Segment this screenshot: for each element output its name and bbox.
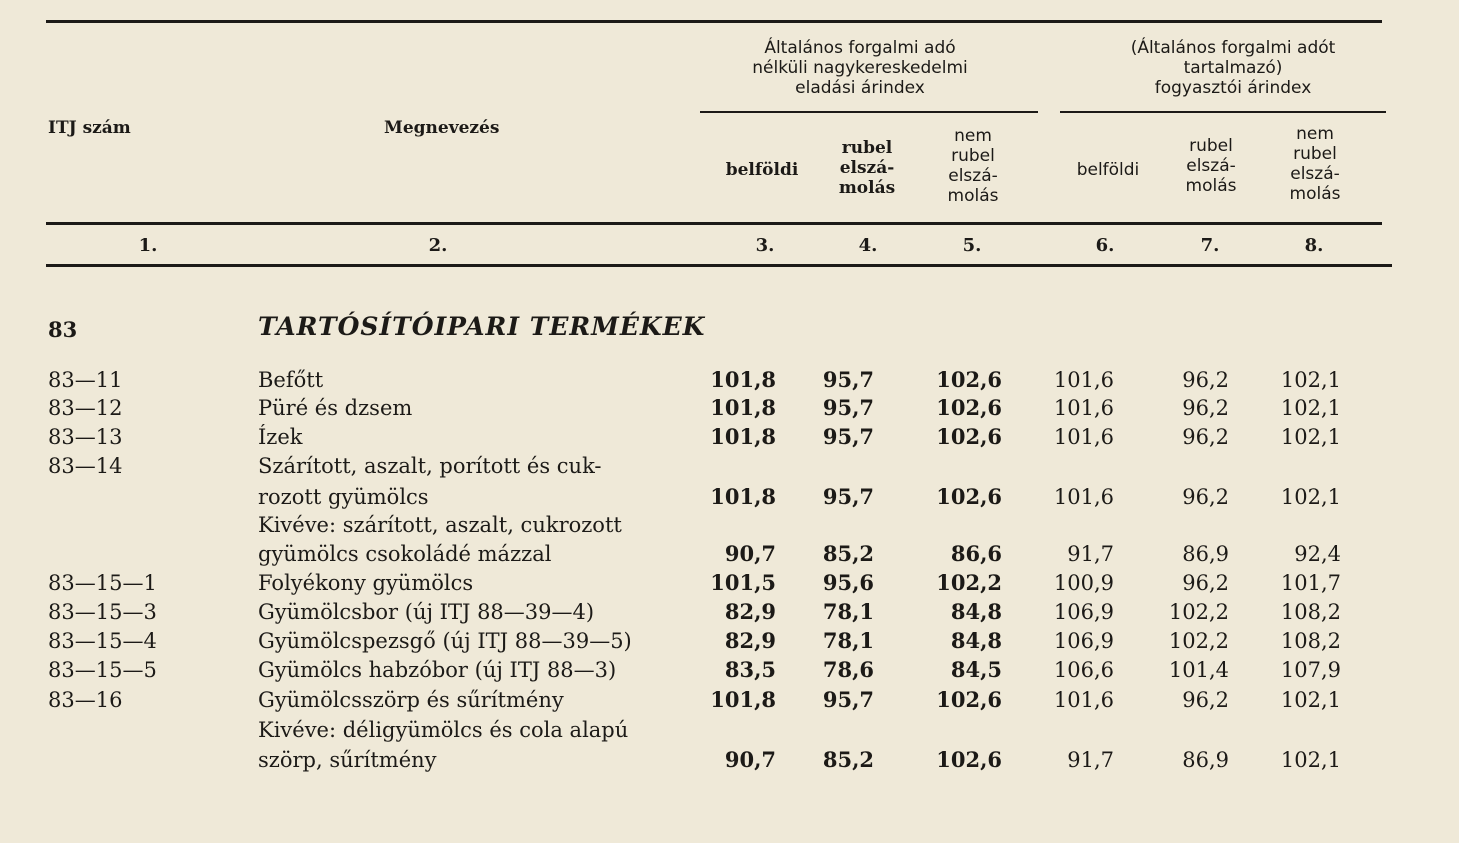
index-value-col-5: 102,6 <box>936 395 1002 420</box>
index-value-col-4: 95,6 <box>822 570 874 595</box>
product-name: Gyümölcsszörp és sűrítmény <box>258 688 564 712</box>
index-value-col-8: 102,1 <box>1280 425 1341 449</box>
index-value-col-8: 108,2 <box>1280 629 1341 653</box>
table-row <box>0 569 1459 597</box>
index-value-col-3: 101,5 <box>710 570 776 595</box>
subheader-belfoldi-2: belföldi <box>1076 160 1140 180</box>
col-number-6: 6. <box>1095 235 1115 256</box>
index-value-col-6: 106,9 <box>1053 629 1114 653</box>
index-value-col-4: 95,7 <box>822 395 874 420</box>
group1-line: nélküli nagykereskedelmi <box>752 58 968 78</box>
itj-code: 83—15—3 <box>48 600 157 624</box>
col-number-5: 5. <box>962 235 982 256</box>
index-value-col-7: 102,2 <box>1168 600 1229 624</box>
itj-code: 83—15—1 <box>48 571 157 595</box>
section-code: 83 <box>48 317 78 342</box>
index-value-col-7: 96,2 <box>1182 571 1229 595</box>
product-name: Folyékony gyümölcs <box>258 571 474 595</box>
product-name: szörp, sűrítmény <box>258 748 437 772</box>
index-value-col-4: 78,6 <box>822 657 874 682</box>
index-value-col-3: 101,8 <box>710 367 776 392</box>
table-row <box>0 366 1459 394</box>
subheader-belfoldi-1: belföldi <box>725 160 799 180</box>
table-row <box>0 656 1459 684</box>
index-value-col-6: 91,7 <box>1067 542 1114 566</box>
index-value-col-5: 102,6 <box>936 367 1002 392</box>
itj-code: 83—15—5 <box>48 658 157 682</box>
index-value-col-6: 101,6 <box>1053 485 1114 509</box>
index-value-col-4: 95,7 <box>822 687 874 712</box>
group2-line: tartalmazó) <box>1183 58 1283 78</box>
index-value-col-7: 96,2 <box>1182 688 1229 712</box>
table-row <box>0 511 1459 539</box>
index-value-col-6: 101,6 <box>1053 396 1114 420</box>
table-row <box>0 423 1459 451</box>
table-row <box>0 598 1459 626</box>
index-value-col-7: 86,9 <box>1182 748 1229 772</box>
index-value-col-3: 82,9 <box>724 628 776 653</box>
product-name: Gyümölcspezsgő (új ITJ 88—39—5) <box>258 629 632 653</box>
header-bottom-rule <box>46 222 1382 225</box>
product-name: Ízek <box>258 425 303 449</box>
index-value-col-5: 102,2 <box>936 570 1002 595</box>
index-value-col-4: 78,1 <box>822 599 874 624</box>
index-value-col-4: 85,2 <box>822 541 874 566</box>
subheader-line: elszá- <box>1186 156 1236 176</box>
group1-header <box>690 38 1030 98</box>
index-value-col-5: 102,6 <box>936 687 1002 712</box>
table-row <box>0 483 1459 511</box>
product-name: Befőtt <box>258 368 324 392</box>
index-value-col-5: 84,8 <box>950 599 1002 624</box>
index-value-col-8: 107,9 <box>1280 658 1341 682</box>
index-value-col-4: 85,2 <box>822 747 874 772</box>
index-value-col-5: 84,5 <box>950 657 1002 682</box>
index-value-col-8: 102,1 <box>1280 688 1341 712</box>
index-value-col-8: 102,1 <box>1280 748 1341 772</box>
index-value-col-5: 86,6 <box>950 541 1002 566</box>
index-value-col-3: 90,7 <box>724 747 776 772</box>
index-value-col-4: 95,7 <box>822 424 874 449</box>
index-value-col-3: 101,8 <box>710 687 776 712</box>
table-row <box>0 540 1459 568</box>
product-name: Kivéve: déligyümölcs és cola alapú <box>258 718 629 742</box>
index-value-col-3: 101,8 <box>710 484 776 509</box>
index-value-col-7: 102,2 <box>1168 629 1229 653</box>
subheader-line: elszá- <box>839 158 895 178</box>
index-value-col-3: 90,7 <box>724 541 776 566</box>
index-value-col-6: 101,6 <box>1053 425 1114 449</box>
index-value-col-8: 101,7 <box>1280 571 1341 595</box>
index-value-col-6: 100,9 <box>1053 571 1114 595</box>
subheader-line: rubel <box>1293 144 1337 164</box>
product-name: Püré és dzsem <box>258 396 413 420</box>
subheader-line: rubel <box>1189 136 1233 156</box>
section-title: TARTÓSÍTÓIPARI TERMÉKEK <box>258 312 706 341</box>
subheader-line: rubel <box>841 138 893 158</box>
index-value-col-7: 96,2 <box>1182 396 1229 420</box>
subheader-line: elszá- <box>1290 164 1340 184</box>
index-value-col-7: 96,2 <box>1182 485 1229 509</box>
group2-underline <box>1060 111 1386 113</box>
group1-line: Általános forgalmi adó <box>764 38 956 58</box>
col-number-7: 7. <box>1200 235 1220 256</box>
col2-header: Megnevezés <box>384 118 500 138</box>
index-value-col-5: 102,6 <box>936 484 1002 509</box>
product-name: Szárított, aszalt, porított és cuk- <box>258 454 602 478</box>
index-value-col-3: 83,5 <box>724 657 776 682</box>
subheader-rubel-1 <box>822 138 912 198</box>
index-value-col-7: 96,2 <box>1182 368 1229 392</box>
subheader-line: molás <box>1185 176 1237 196</box>
index-value-col-7: 96,2 <box>1182 425 1229 449</box>
col-number-1: 1. <box>138 235 158 256</box>
top-rule <box>46 20 1382 23</box>
product-name: Gyümölcs habzóbor (új ITJ 88—3) <box>258 658 617 682</box>
col-number-3: 3. <box>755 235 775 256</box>
subheader-line: molás <box>947 186 999 206</box>
itj-code: 83—15—4 <box>48 629 157 653</box>
index-value-col-8: 108,2 <box>1280 600 1341 624</box>
index-value-col-4: 78,1 <box>822 628 874 653</box>
subheader-rubel-2 <box>1166 136 1256 196</box>
itj-code: 83—16 <box>48 688 123 712</box>
table-row <box>0 686 1459 714</box>
index-value-col-7: 101,4 <box>1168 658 1229 682</box>
index-value-col-6: 101,6 <box>1053 368 1114 392</box>
product-name: gyümölcs csokoládé mázzal <box>258 542 552 566</box>
subheader-line: elszá- <box>948 166 998 186</box>
index-value-col-4: 95,7 <box>822 367 874 392</box>
subheader-line: molás <box>1289 184 1341 204</box>
group1-underline <box>700 111 1038 113</box>
itj-code: 83—11 <box>48 368 123 392</box>
table-row <box>0 452 1459 480</box>
index-value-col-6: 101,6 <box>1053 688 1114 712</box>
index-value-col-7: 86,9 <box>1182 542 1229 566</box>
index-value-col-3: 101,8 <box>710 424 776 449</box>
index-value-col-8: 102,1 <box>1280 485 1341 509</box>
group1-line: eladási árindex <box>795 78 925 98</box>
index-value-col-6: 106,9 <box>1053 600 1114 624</box>
numbering-bottom-rule <box>46 264 1392 267</box>
itj-code: 83—14 <box>48 454 123 478</box>
index-value-col-3: 101,8 <box>710 395 776 420</box>
table-row <box>0 627 1459 655</box>
col-number-8: 8. <box>1304 235 1324 256</box>
index-value-col-8: 92,4 <box>1294 542 1341 566</box>
subheader-line: rubel <box>951 146 995 166</box>
index-value-col-6: 106,6 <box>1053 658 1114 682</box>
product-name: Gyümölcsbor (új ITJ 88—39—4) <box>258 600 595 624</box>
subheader-line: molás <box>838 178 896 198</box>
table-row <box>0 716 1459 744</box>
subheader-nem-rubel-1 <box>928 126 1018 206</box>
table-row <box>0 746 1459 774</box>
col-number-4: 4. <box>858 235 878 256</box>
subheader-nem-rubel-2 <box>1270 124 1360 204</box>
index-value-col-8: 102,1 <box>1280 396 1341 420</box>
col1-header: ITJ szám <box>48 118 131 138</box>
subheader-line: nem <box>954 126 992 146</box>
subheader-line: nem <box>1296 124 1334 144</box>
index-value-col-5: 102,6 <box>936 747 1002 772</box>
index-value-col-8: 102,1 <box>1280 368 1341 392</box>
group2-line: fogyasztói árindex <box>1154 78 1312 98</box>
product-name: rozott gyümölcs <box>258 485 429 509</box>
itj-code: 83—12 <box>48 396 123 420</box>
itj-code: 83—13 <box>48 425 123 449</box>
index-value-col-6: 91,7 <box>1067 748 1114 772</box>
table-row <box>0 394 1459 422</box>
index-value-col-3: 82,9 <box>724 599 776 624</box>
group2-line: (Általános forgalmi adót <box>1130 38 1336 58</box>
index-value-col-5: 84,8 <box>950 628 1002 653</box>
product-name: Kivéve: szárított, aszalt, cukrozott <box>258 513 622 537</box>
group2-header <box>1078 38 1388 98</box>
col-number-2: 2. <box>428 235 448 256</box>
index-value-col-4: 95,7 <box>822 484 874 509</box>
index-value-col-5: 102,6 <box>936 424 1002 449</box>
